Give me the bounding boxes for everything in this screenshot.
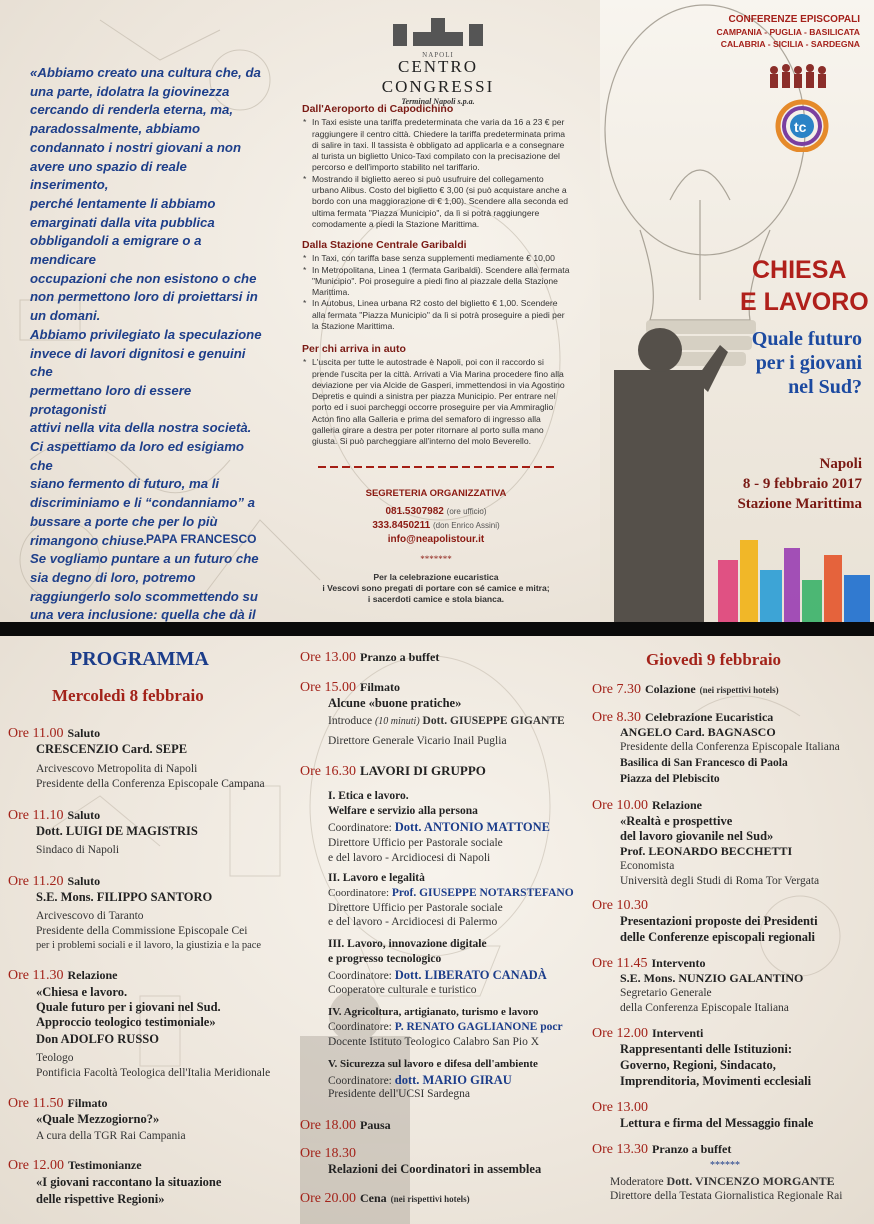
logo-sub: Terminal Napoli s.p.a. [401, 97, 475, 106]
quote-line: condannato i nostri giovani a non [30, 139, 242, 155]
secretariat-title: SEGRETERIA ORGANIZZATIVA [365, 488, 507, 499]
event-speaker: S.E. Mons. FILIPPO SANTORO [36, 890, 213, 904]
col3-event [592, 896, 648, 914]
event-label: Cena [360, 1191, 387, 1205]
quote-line: Ci aspettiamo da loro ed esigiamo che [30, 439, 244, 473]
mass-celebrant: ANGELO Card. BAGNASCO [620, 725, 776, 739]
event-desc: Teologo [36, 1052, 74, 1064]
rel-title: del lavoro giovanile nel Sud» [620, 829, 774, 843]
event-label: Pranzo a buffet [360, 650, 440, 664]
quote-line: avere uno spazio di reale inserimento, [30, 158, 187, 193]
col2-event [300, 648, 439, 666]
quote-line: rimangono chiuse. [30, 532, 148, 548]
quote-line: obbligandoli a emigrare o a mendicare [30, 233, 202, 268]
centro-congressi-logo [350, 16, 526, 106]
col2-event [300, 1116, 391, 1134]
event-label: LAVORI DI GRUPPO [360, 763, 486, 778]
phone-1-number[interactable]: 081.5307982 [385, 506, 444, 517]
rel-desc: Economista [620, 860, 675, 872]
phone-2-note: (don Enrico Assini) [432, 521, 500, 530]
group-desc: e del lavoro - Arcidiocesi di Napoli [328, 852, 491, 864]
col3-event [592, 708, 773, 726]
group-title: II. Lavoro e legalità [328, 872, 425, 884]
group-title: IV. Agricoltura, artigianato, turismo e lavoro [328, 1006, 539, 1018]
moderator [610, 1174, 835, 1189]
conf-line2: CALABRIA - SICILIA - SARDEGNA [720, 39, 860, 49]
car-title: Per chi arriva in auto [302, 343, 406, 355]
svg-text:tc: tc [794, 119, 807, 135]
group-coordinator [328, 968, 547, 983]
film-intro [328, 715, 565, 727]
moderator-role: Direttore della Testata Giornalistica Regionale Rai [610, 1190, 843, 1202]
event-time: Ore 11.30 [8, 968, 64, 983]
film-role: Direttore Generale Vicario Inail Puglia [328, 735, 507, 747]
coord-label: Coordinatore: [328, 887, 390, 899]
logo-name: CENTRO CONGRESSI [381, 57, 495, 96]
event-note: (nei rispettivi hotels) [390, 1194, 470, 1204]
conf-title: CONFERENZE EPISCOPALI [728, 14, 860, 25]
quote-line: permettano loro di essere protagonisti [30, 382, 192, 417]
coord-label: Coordinatore: [328, 1021, 392, 1033]
moderator-label: Moderatore [610, 1176, 664, 1188]
final-title: Lettura e firma del Messaggio finale [620, 1116, 814, 1130]
group-desc: Direttore Ufficio per Pastorale sociale [328, 902, 503, 914]
int-speaker: S.E. Mons. NUNZIO GALANTINO [620, 971, 804, 985]
directions-car [302, 344, 570, 448]
event-time: Ore 12.00 [8, 1158, 64, 1173]
phone-2[interactable] [302, 520, 570, 531]
quote-line: Se vogliamo puntare a un futuro che [30, 551, 259, 567]
day2-heading: Giovedì 9 febbraio [646, 650, 782, 669]
event-time: Ore 11.45 [592, 956, 648, 971]
event-label: Relazione [652, 798, 702, 812]
event-title: Quale futuro per i giovani nel Sud. [36, 1000, 221, 1014]
report-title: Relazioni dei Coordinatori in assemblea [328, 1162, 542, 1176]
event-label: Colazione [645, 682, 696, 696]
event-label: Testimonianze [68, 1158, 142, 1172]
event-desc: Presidente della Commissione Episcopale Cei [36, 925, 248, 937]
program-heading: PROGRAMMA [70, 648, 209, 670]
quote-line: invece di lavori dignitosi e genuini che [30, 345, 246, 380]
coord-name: P. RENATO GAGLIANONE pocr [394, 1021, 563, 1033]
group-coordinator [328, 820, 550, 835]
event-label: Filmato [360, 680, 400, 694]
directions-airport [302, 104, 570, 230]
station-item: * In Taxi, con tariffa base senza supplementi mediamente € 10,00 [312, 253, 570, 264]
euch-line2: i sacerdoti camice e stola bianca. [367, 594, 505, 604]
group-title: V. Sicurezza sul lavoro e difesa dell'ambiente [328, 1058, 538, 1070]
col2-event [300, 762, 486, 780]
int-desc: della Conferenza Episcopale Italiana [620, 1002, 789, 1014]
ints-title: Rappresentanti delle Istituzioni: [620, 1042, 792, 1056]
col1-event [8, 724, 100, 742]
mass-role: Presidente della Conferenza Episcopale Italiana [620, 741, 840, 753]
col2-event [300, 1189, 470, 1207]
event-label: Celebrazione Eucaristica [645, 710, 774, 724]
event-speaker: Don ADOLFO RUSSO [36, 1032, 159, 1046]
group-title: e progresso tecnologico [328, 953, 442, 965]
cover-venue: Stazione Marittima [737, 496, 862, 512]
red-divider [318, 466, 558, 468]
col1-event [8, 1156, 142, 1174]
col1-event [8, 806, 100, 824]
event-time: Ore 10.00 [592, 798, 648, 813]
quote-line: perché lentamente li abbiamo [30, 195, 216, 211]
airport-title: Dall'Aeroporto di Capodichino [302, 103, 454, 115]
quote-line: un domani. [30, 308, 101, 324]
rel-title: «Realtà e prospettive [620, 814, 733, 828]
event-time: Ore 18.30 [300, 1146, 356, 1161]
moderator-name: Dott. VINCENZO MORGANTE [666, 1174, 835, 1188]
event-label: Interventi [652, 1026, 704, 1040]
building-logo-icon [383, 16, 493, 46]
coord-name: Dott. LIBERATO CANADÀ [394, 968, 547, 982]
col3-event [592, 680, 779, 698]
rel-speaker: Prof. LEONARDO BECCHETTI [620, 844, 793, 858]
event-desc: Presidente della Conferenza Episcopale Campana [36, 778, 265, 790]
quote-line: una parte, idolatra la giovinezza [30, 83, 230, 99]
event-time: Ore 8.30 [592, 710, 641, 725]
phone-1[interactable] [302, 506, 570, 517]
directions-station [302, 240, 570, 332]
cover-subtitle-1: Quale futuro [751, 328, 862, 350]
event-desc: per i problemi sociali e il lavoro, la giustizia e la pace [36, 940, 262, 951]
event-label: Saluto [67, 726, 101, 740]
group-desc: Docente Istituto Teologico Calabro San Pio X [328, 1036, 540, 1048]
ints-title: Imprenditoria, Movimenti ecclesiali [620, 1074, 812, 1088]
coord-name: Prof. GIUSEPPE NOTARSTEFANO [391, 887, 574, 899]
quote-line: emarginati dalla vita pubblica [30, 214, 215, 230]
station-item: * In Autobus, Linea urbana R2 costo del biglietto € 1,00. Scendere alla fermata "Piazza Municipio" da lì si potrà proseguire a piedi per la Stazione Marittima. [312, 298, 570, 332]
mass-place: Basilica di San Francesco di Paola [620, 757, 788, 769]
station-item: * In Metropolitana, Linea 1 (fermata Garibaldi). Scendere alla fermata "Municipio". Poi proseguire a piedi fino al piazzale della Stazione Marittima. [312, 265, 570, 299]
cover-title-line1: CHIESA [752, 256, 847, 284]
airport-item: * Mostrando il biglietto aereo si può usufruire del collegamento urbano Alibus. Costo del biglietto € 3,00 (si può acquistare anche a bordo con una maggiorazione di € 1,00). Scendere alla seconda ed ultima fermata "Piazza Municipio", da lì si potrà raggiungere comodamente a piedi la Stazione Marittima. [312, 174, 570, 230]
conf-line1: CAMPANIA - PUGLIA - BASILICATA [716, 27, 860, 37]
conferences-block [716, 14, 860, 50]
coord-label: Coordinatore: [328, 822, 392, 834]
event-title: delle rispettive Regioni» [36, 1192, 165, 1206]
quote-line: discriminiamo e li “condanniamo” a [30, 495, 255, 511]
event-time: Ore 11.00 [8, 726, 64, 741]
col3-event [592, 1098, 648, 1116]
event-label: Pausa [360, 1118, 391, 1132]
event-speaker: Dott. LUIGI DE MAGISTRIS [36, 824, 198, 838]
event-time: Ore 11.50 [8, 1096, 64, 1111]
cover-city: Napoli [819, 456, 862, 472]
cover-subtitle-2: per i giovani [755, 352, 862, 374]
quote-line: paradossalmente, abbiamo [30, 121, 201, 137]
event-note: (nei rispettivi hotels) [699, 685, 779, 695]
separator-stars: ****** [710, 1160, 740, 1171]
coord-label: Coordinatore: [328, 1075, 392, 1087]
col1-event [8, 1094, 107, 1112]
film-intro-note: (10 minuti) [374, 716, 420, 727]
euch-line1: i Vescovi sono pregati di portare con sé camice e mitra; [322, 583, 550, 593]
int-desc: Segretario Generale [620, 987, 712, 999]
film-title: Alcune «buone pratiche» [328, 696, 462, 710]
mass-place: Piazza del Plebiscito [620, 773, 720, 785]
event-time: Ore 18.00 [300, 1118, 356, 1133]
col2-event [300, 678, 400, 696]
day1-heading: Mercoledì 8 febbraio [52, 686, 204, 705]
pres-title: delle Conferenze episcopali regionali [620, 930, 816, 944]
event-label: Pranzo a buffet [652, 1142, 732, 1156]
quote-line: «Abbiamo creato una cultura che, da [30, 65, 261, 80]
group-title: I. Etica e lavoro. [328, 790, 409, 802]
film-intro-label: Introduce [328, 715, 373, 727]
group-coordinator [328, 1021, 563, 1033]
email-link[interactable]: info@neapolistour.it [387, 534, 485, 545]
conference-emblem-icon [764, 62, 834, 152]
event-desc: Pontificia Facoltà Teologica dell'Italia Meridionale [36, 1067, 271, 1079]
eucharist-note [302, 572, 570, 605]
event-label: Intervento [651, 956, 706, 970]
quote-line: siano fermento di futuro, ma li [30, 476, 220, 492]
rel-desc: Università degli Studi di Roma Tor Vergata [620, 875, 820, 887]
col1-event [8, 966, 117, 984]
quote-line: non permettono loro di proiettarsi in [30, 289, 258, 305]
separator-stars: ******* [420, 554, 452, 564]
airport-item: * In Taxi esiste una tariffa predeterminata che varia da 16 a 23 € per raggiungere il centro città. Chiedere la tariffa predeterminata prima di salire in taxi. Il tassista è obbligato ad applicarla e a consegnare al turista un biglietto Unico-Taxi compilato con la precisazione del percorso e dell'importo stabilito nel tariffario. [312, 117, 570, 173]
event-time: Ore 11.10 [8, 808, 64, 823]
event-label: Relazione [67, 968, 118, 982]
event-time: Ore 10.30 [592, 898, 648, 913]
ints-title: Governo, Regioni, Sindacato, [620, 1058, 776, 1072]
quote-line: una vera inclusione: quella che dà il [30, 607, 256, 622]
cover-dates: 8 - 9 febbraio 2017 [742, 476, 862, 492]
col3-event [592, 796, 702, 814]
euch-title: Per la celebrazione eucaristica [373, 572, 499, 582]
event-desc: A cura della TGR Rai Campania [36, 1130, 186, 1142]
quote-line: raggiungerlo solo scommettendo su [30, 588, 258, 604]
event-title: «I giovani raccontano la situazione [36, 1175, 222, 1189]
pres-title: Presentazioni proposte dei Presidenti [620, 914, 818, 928]
event-label: Saluto [67, 874, 101, 888]
coord-label: Coordinatore: [328, 970, 392, 982]
col3-event [592, 954, 705, 972]
event-desc: Arcivescovo Metropolita di Napoli [36, 763, 198, 775]
quote-line: bussare a porte che per lo più [30, 513, 218, 529]
car-item: * L'uscita per tutte le autostrade è Napoli, poi con il raccordo si prende l'uscita per la città. Arrivati a Via Marina procedere fino alla deviazione per via Alcide de Gasperi, immettendosi in via Agostino Depretis e quindi a sinistra per piazza Municipio. Per entrare nel porto ed i suoi parcheggi occorre proseguire per via Ammiraglio Acton fino alla Galleria e prima del semaforo di ingresso alla galleria girare a destra per poter ritornare al porto sulla mano giusta. Si può parcheggiare all'interno del molo Beverello. [312, 357, 570, 447]
event-label: Filmato [67, 1096, 108, 1110]
cover-subtitle-3: nel Sud? [788, 376, 862, 398]
group-desc: Cooperatore culturale e turistico [328, 984, 477, 996]
brochure-inner-side [0, 636, 874, 1224]
event-desc: Sindaco di Napoli [36, 844, 120, 856]
phone-1-note: (ore ufficio) [446, 507, 487, 516]
quote-line: occupazioni che non esistono o che [30, 270, 257, 286]
event-title: Approccio teologico testimoniale» [36, 1015, 216, 1029]
event-title: «Quale Mezzogiorno?» [36, 1112, 160, 1126]
quote-author: PAPA FRANCESCO [146, 532, 257, 546]
group-coordinator [328, 1073, 512, 1088]
event-title: «Chiesa e lavoro. [36, 985, 128, 999]
station-title: Dalla Stazione Centrale Garibaldi [302, 239, 467, 251]
group-coordinator [328, 887, 574, 899]
quote-line: cercando di renderla eterna, ma, [30, 102, 234, 118]
event-time: Ore 7.30 [592, 682, 641, 697]
event-time: Ore 11.20 [8, 874, 64, 889]
quote-line: Abbiamo privilegiato la speculazione [30, 326, 262, 342]
col2-event [300, 1144, 356, 1162]
event-time: Ore 20.00 [300, 1191, 356, 1206]
group-desc: Direttore Ufficio per Pastorale sociale [328, 837, 503, 849]
event-desc: Arcivescovo di Taranto [36, 910, 144, 922]
group-desc: Presidente dell'UCSI Sardegna [328, 1088, 470, 1100]
cover-title-line2: E LAVORO [740, 288, 869, 316]
event-time: Ore 13.00 [592, 1100, 648, 1115]
quote-line: attivi nella vita della nostra società. [30, 420, 252, 436]
group-title: Welfare e servizio alla persona [328, 805, 478, 817]
page-divider [0, 622, 874, 636]
group-title: III. Lavoro, innovazione digitale [328, 938, 487, 950]
event-time: Ore 15.00 [300, 680, 356, 695]
col3-event [592, 1140, 731, 1158]
col3-event [592, 1024, 703, 1042]
col1-event [8, 872, 100, 890]
event-time: Ore 13.00 [300, 650, 356, 665]
quote-line: sia degno di loro, potremo [30, 569, 196, 585]
event-time: Ore 12.00 [592, 1026, 648, 1041]
logo-city: NAPOLI [422, 51, 454, 59]
event-label: Saluto [67, 808, 101, 822]
film-intro-speaker: Dott. GIUSEPPE GIGANTE [422, 715, 565, 727]
event-speaker: CRESCENZIO Card. SEPE [36, 742, 188, 756]
coord-name: dott. MARIO GIRAU [394, 1073, 512, 1087]
coord-name: Dott. ANTONIO MATTONE [394, 820, 550, 834]
event-time: Ore 16.30 [300, 764, 356, 779]
group-desc: e del lavoro - Arcidiocesi di Palermo [328, 916, 498, 928]
phone-2-number[interactable]: 333.8450211 [372, 520, 431, 531]
event-time: Ore 13.30 [592, 1142, 648, 1157]
